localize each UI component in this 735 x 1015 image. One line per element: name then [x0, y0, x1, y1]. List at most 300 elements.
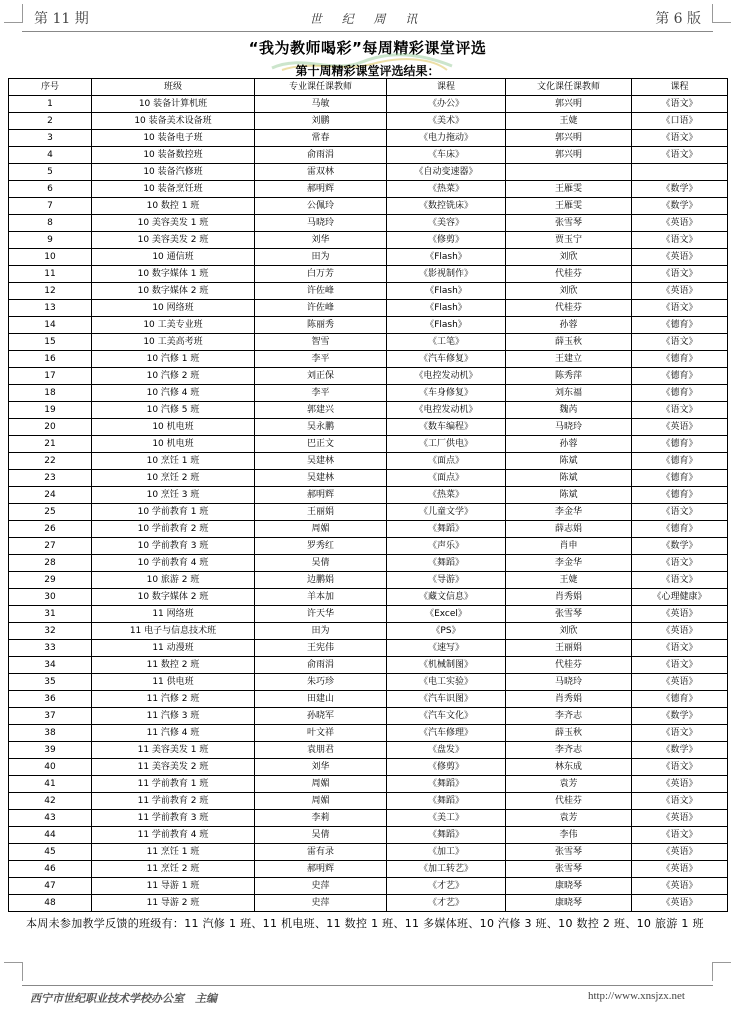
table-cell: 郝明辉 [255, 861, 387, 878]
table-row [9, 538, 728, 555]
table-cell: 吴建林 [255, 470, 387, 487]
table-cell: 48 [9, 895, 92, 912]
table-cell: 《语文》 [632, 827, 728, 844]
crop-mark-bottom-left [4, 962, 23, 981]
table-cell: 许佐峰 [255, 283, 387, 300]
table-cell: 10 烹饪 3 班 [92, 487, 255, 504]
table-cell: 10 [9, 249, 92, 266]
table-cell: 郭兴明 [506, 147, 632, 164]
table-row [9, 300, 728, 317]
table-cell: 刘欣 [506, 249, 632, 266]
table-cell: 袁芳 [506, 810, 632, 827]
table-cell: 41 [9, 776, 92, 793]
table-cell: 11 供电班 [92, 674, 255, 691]
table-cell: 11 烹饪 1 班 [92, 844, 255, 861]
table-cell: 《导游》 [387, 572, 506, 589]
table-cell: 11 数控 2 班 [92, 657, 255, 674]
table-cell: 7 [9, 198, 92, 215]
table-cell: 《心理健康》 [632, 589, 728, 606]
table-cell: 《英语》 [632, 674, 728, 691]
table-row [9, 776, 728, 793]
table-cell: 王婕 [506, 572, 632, 589]
table-cell: 康晓琴 [506, 895, 632, 912]
table-cell: 《语文》 [632, 334, 728, 351]
table-cell: 42 [9, 793, 92, 810]
table-cell: 26 [9, 521, 92, 538]
table-cell: 周媚 [255, 776, 387, 793]
table-cell: 11 导游 2 班 [92, 895, 255, 912]
table-cell [632, 164, 728, 181]
table-cell: 《机械制图》 [387, 657, 506, 674]
table-cell: 《美工》 [387, 810, 506, 827]
table-cell: 田建山 [255, 691, 387, 708]
table-cell: 巴正文 [255, 436, 387, 453]
table-cell: 《Flash》 [387, 249, 506, 266]
table-cell: 马晓玲 [506, 674, 632, 691]
table-row [9, 691, 728, 708]
table-cell: 《车身修复》 [387, 385, 506, 402]
table-row [9, 640, 728, 657]
table-cell: 《热菜》 [387, 487, 506, 504]
table-cell: 魏芮 [506, 402, 632, 419]
table-cell: 马晓玲 [506, 419, 632, 436]
table-cell: 11 汽修 2 班 [92, 691, 255, 708]
table-cell: 20 [9, 419, 92, 436]
table-cell: 刘华 [255, 759, 387, 776]
table-cell: 《汽车修复》 [387, 351, 506, 368]
table-cell: 代桂芬 [506, 657, 632, 674]
table-cell: 《电工实验》 [387, 674, 506, 691]
table-cell: 罗秀红 [255, 538, 387, 555]
table-cell: 《Flash》 [387, 317, 506, 334]
table-row [9, 232, 728, 249]
table-cell: 10 装备美术设备班 [92, 113, 255, 130]
table-cell: 肖秀娟 [506, 691, 632, 708]
table-cell: 孙蓉 [506, 317, 632, 334]
table-cell: 38 [9, 725, 92, 742]
table-row [9, 215, 728, 232]
table-cell: 《舞蹈》 [387, 827, 506, 844]
table-cell: 17 [9, 368, 92, 385]
table-cell: 10 装备计算机班 [92, 96, 255, 113]
table-cell: 22 [9, 453, 92, 470]
table-cell: 《加工转艺》 [387, 861, 506, 878]
table-row [9, 317, 728, 334]
table-cell: 11 学前教育 3 班 [92, 810, 255, 827]
table-cell: 35 [9, 674, 92, 691]
table-cell: 10 数字媒体 2 班 [92, 589, 255, 606]
table-cell: 10 学前教育 2 班 [92, 521, 255, 538]
table-cell: 王建立 [506, 351, 632, 368]
table-cell: 叶文祥 [255, 725, 387, 742]
header-rule [22, 31, 713, 32]
column-header: 课程 [632, 79, 728, 96]
table-cell: 10 旅游 2 班 [92, 572, 255, 589]
table-cell: 10 工美专业班 [92, 317, 255, 334]
table-cell: 10 装备数控班 [92, 147, 255, 164]
table-cell: 13 [9, 300, 92, 317]
table-cell: 《语文》 [632, 572, 728, 589]
table-cell: 31 [9, 606, 92, 623]
table-cell: 《藏文信息》 [387, 589, 506, 606]
table-cell: 28 [9, 555, 92, 572]
table-cell: 《语文》 [632, 402, 728, 419]
table-row [9, 198, 728, 215]
table-cell: 周媚 [255, 793, 387, 810]
table-cell: 《电力拖动》 [387, 130, 506, 147]
table-cell: 吴建林 [255, 453, 387, 470]
table-cell: 11 [9, 266, 92, 283]
table-cell: 《才艺》 [387, 878, 506, 895]
table-cell: 《语文》 [632, 232, 728, 249]
table-row [9, 334, 728, 351]
table-row [9, 555, 728, 572]
table-cell: 《英语》 [632, 606, 728, 623]
table-cell: 《自动变速器》 [387, 164, 506, 181]
table-cell: 《语文》 [632, 147, 728, 164]
table-cell: 李伟 [506, 827, 632, 844]
table-cell: 田为 [255, 249, 387, 266]
table-cell: 27 [9, 538, 92, 555]
table-cell: 《面点》 [387, 470, 506, 487]
table-cell: 《德育》 [632, 453, 728, 470]
table-cell: 许天华 [255, 606, 387, 623]
table-cell: 肖申 [506, 538, 632, 555]
table-cell: 《美术》 [387, 113, 506, 130]
table-cell: 《舞蹈》 [387, 793, 506, 810]
table-cell: 《速写》 [387, 640, 506, 657]
table-cell: 《英语》 [632, 419, 728, 436]
table-row [9, 878, 728, 895]
table-cell: 《德育》 [632, 351, 728, 368]
table-cell: 李齐志 [506, 742, 632, 759]
table-cell [506, 164, 632, 181]
table-cell: 4 [9, 147, 92, 164]
table-row [9, 164, 728, 181]
table-row [9, 113, 728, 130]
table-cell: 《英语》 [632, 810, 728, 827]
table-cell: 贾玉宁 [506, 232, 632, 249]
table-cell: 33 [9, 640, 92, 657]
table-cell: 10 数字媒体 1 班 [92, 266, 255, 283]
table-cell: 《数控铣床》 [387, 198, 506, 215]
table-cell: 《语文》 [632, 640, 728, 657]
table-cell: 11 烹饪 2 班 [92, 861, 255, 878]
table-cell: 10 数字媒体 2 班 [92, 283, 255, 300]
table-cell: 37 [9, 708, 92, 725]
table-cell: 《工厂供电》 [387, 436, 506, 453]
table-cell: 《数学》 [632, 538, 728, 555]
issue-number: 第 11 期 [34, 11, 89, 27]
table-cell: 郭兴明 [506, 130, 632, 147]
table-cell: 10 汽修 1 班 [92, 351, 255, 368]
results-table [8, 78, 728, 912]
table-row [9, 504, 728, 521]
table-cell: 12 [9, 283, 92, 300]
table-cell: 《汽车识图》 [387, 691, 506, 708]
table-row [9, 147, 728, 164]
table-row [9, 759, 728, 776]
table-row [9, 181, 728, 198]
table-cell: 《德育》 [632, 521, 728, 538]
table-row [9, 589, 728, 606]
table-row [9, 130, 728, 147]
table-cell: 马晓玲 [255, 215, 387, 232]
table-cell: 王丽娟 [255, 504, 387, 521]
table-cell: 刘东福 [506, 385, 632, 402]
table-cell: 陈斌 [506, 487, 632, 504]
table-cell: 《语文》 [632, 96, 728, 113]
table-cell: 《加工》 [387, 844, 506, 861]
table-cell: 白万芳 [255, 266, 387, 283]
table-cell: 《PS》 [387, 623, 506, 640]
table-cell: 薛玉秋 [506, 334, 632, 351]
table-cell: 李平 [255, 385, 387, 402]
table-cell: 田为 [255, 623, 387, 640]
table-row [9, 572, 728, 589]
table-cell: 10 学前教育 3 班 [92, 538, 255, 555]
table-cell: 11 导游 1 班 [92, 878, 255, 895]
table-cell: 10 汽修 5 班 [92, 402, 255, 419]
table-cell: 15 [9, 334, 92, 351]
table-cell: 刘鹏 [255, 113, 387, 130]
table-cell: 朱巧珍 [255, 674, 387, 691]
table-row [9, 725, 728, 742]
table-cell: 《修剪》 [387, 232, 506, 249]
table-cell: 《英语》 [632, 215, 728, 232]
table-row [9, 674, 728, 691]
table-cell: 30 [9, 589, 92, 606]
table-cell: 10 美容美发 1 班 [92, 215, 255, 232]
table-cell: 《德育》 [632, 317, 728, 334]
table-cell: 《数学》 [632, 742, 728, 759]
table-cell: 10 机电班 [92, 436, 255, 453]
table-cell: 《汽车文化》 [387, 708, 506, 725]
table-cell: 《语文》 [632, 555, 728, 572]
page-header [0, 0, 735, 36]
table-cell: 《车床》 [387, 147, 506, 164]
table-cell: 10 美容美发 2 班 [92, 232, 255, 249]
table-row [9, 810, 728, 827]
table-cell: 11 网络班 [92, 606, 255, 623]
table-cell: 24 [9, 487, 92, 504]
table-cell: 《舞蹈》 [387, 776, 506, 793]
table-cell: 史萍 [255, 895, 387, 912]
table-cell: 《数学》 [632, 708, 728, 725]
table-cell: 10 工美高考班 [92, 334, 255, 351]
table-cell: 肖秀娟 [506, 589, 632, 606]
table-cell: 孙晓军 [255, 708, 387, 725]
table-cell: 29 [9, 572, 92, 589]
table-cell: 《英语》 [632, 283, 728, 300]
table-cell: 11 美容美发 1 班 [92, 742, 255, 759]
table-cell: 10 装备电子班 [92, 130, 255, 147]
table-cell: 陈丽秀 [255, 317, 387, 334]
table-row [9, 708, 728, 725]
table-cell: 《英语》 [632, 878, 728, 895]
table-row [9, 657, 728, 674]
table-cell: 《语文》 [632, 793, 728, 810]
column-header: 序号 [9, 79, 92, 96]
table-cell: 马敏 [255, 96, 387, 113]
table-cell: 羊本加 [255, 589, 387, 606]
table-cell: 张雪琴 [506, 215, 632, 232]
table-cell: 47 [9, 878, 92, 895]
table-cell: 6 [9, 181, 92, 198]
table-cell: 11 学前教育 4 班 [92, 827, 255, 844]
table-cell: 46 [9, 861, 92, 878]
table-row [9, 351, 728, 368]
table-cell: 王丽娟 [506, 640, 632, 657]
column-header: 文化课任课教师 [506, 79, 632, 96]
table-cell: 19 [9, 402, 92, 419]
table-row [9, 861, 728, 878]
table-row [9, 249, 728, 266]
table-row [9, 793, 728, 810]
table-row [9, 419, 728, 436]
table-cell: 许佐峰 [255, 300, 387, 317]
table-cell: 智雪 [255, 334, 387, 351]
table-row [9, 453, 728, 470]
table-cell: 《德育》 [632, 368, 728, 385]
table-cell: 2 [9, 113, 92, 130]
table-cell: 《德育》 [632, 487, 728, 504]
table-cell: 李齐志 [506, 708, 632, 725]
newspaper-name: 世 纪 周 讯 [309, 12, 426, 26]
table-cell: 史萍 [255, 878, 387, 895]
table-cell: 《语文》 [632, 130, 728, 147]
website-url: http://www.xnsjzx.net [587, 990, 685, 1002]
table-cell: 11 美容美发 2 班 [92, 759, 255, 776]
table-cell: 刘欣 [506, 283, 632, 300]
table-cell: 34 [9, 657, 92, 674]
table-cell: 雷有录 [255, 844, 387, 861]
table-cell: 10 学前教育 1 班 [92, 504, 255, 521]
table-cell: 《数车编程》 [387, 419, 506, 436]
page-title: “我为教师喝彩”每周精彩课堂评选 [248, 39, 487, 57]
table-row [9, 385, 728, 402]
table-cell: 《汽车修理》 [387, 725, 506, 742]
table-row [9, 844, 728, 861]
table-cell: 36 [9, 691, 92, 708]
table-cell: 10 数控 1 班 [92, 198, 255, 215]
table-cell: 《才艺》 [387, 895, 506, 912]
table-row [9, 895, 728, 912]
table-row [9, 436, 728, 453]
table-cell: 《语文》 [632, 725, 728, 742]
table-cell: 10 装备汽修班 [92, 164, 255, 181]
table-cell: 《数学》 [632, 181, 728, 198]
table-cell: 《语文》 [632, 300, 728, 317]
table-cell: 《舞蹈》 [387, 555, 506, 572]
table-cell: 王婕 [506, 113, 632, 130]
table-cell: 袁芳 [506, 776, 632, 793]
table-cell: 《语文》 [632, 759, 728, 776]
table-cell: 孙蓉 [506, 436, 632, 453]
table-cell: 常春 [255, 130, 387, 147]
table-cell: 吴倩 [255, 827, 387, 844]
table-cell: 王雁雯 [506, 181, 632, 198]
table-cell: 《德育》 [632, 691, 728, 708]
column-header: 课程 [387, 79, 506, 96]
table-row [9, 521, 728, 538]
table-cell: 《德育》 [632, 470, 728, 487]
table-cell: 10 汽修 2 班 [92, 368, 255, 385]
table-cell: 16 [9, 351, 92, 368]
table-cell: 《Excel》 [387, 606, 506, 623]
table-cell: 吴倩 [255, 555, 387, 572]
table-cell: 雷双林 [255, 164, 387, 181]
table-cell: 《德育》 [632, 385, 728, 402]
table-cell: 陈秀萍 [506, 368, 632, 385]
table-cell: 11 学前教育 1 班 [92, 776, 255, 793]
table-cell: 《德育》 [632, 436, 728, 453]
table-cell: 《热菜》 [387, 181, 506, 198]
table-cell: 薛志娟 [506, 521, 632, 538]
table-cell: 边鹏娟 [255, 572, 387, 589]
table-cell: 18 [9, 385, 92, 402]
column-header: 班级 [92, 79, 255, 96]
table-cell: 郝明辉 [255, 487, 387, 504]
table-cell: 10 机电班 [92, 419, 255, 436]
table-cell: 张雪琴 [506, 844, 632, 861]
table-cell: 《儿童文学》 [387, 504, 506, 521]
table-row [9, 266, 728, 283]
table-cell: 《电控发动机》 [387, 368, 506, 385]
table-cell: 张雪琴 [506, 606, 632, 623]
section-subtitle: 第十周精彩课堂评选结果： [295, 64, 440, 78]
table-cell: 李金华 [506, 504, 632, 521]
table-row [9, 487, 728, 504]
table-cell: 11 电子与信息技术班 [92, 623, 255, 640]
table-cell: 《英语》 [632, 623, 728, 640]
table-cell: 10 通信班 [92, 249, 255, 266]
absent-classes-note: 本周未参加教学反馈的班级有：11 汽修 1 班、11 机电班、11 数控 1 班、11 多媒体班、10 汽修 3 班、10 数控 2 班、10 旅游 1 班 [26, 917, 704, 930]
table-cell: 39 [9, 742, 92, 759]
table-cell: 《英语》 [632, 249, 728, 266]
table-cell: 王雁雯 [506, 198, 632, 215]
table-cell: 43 [9, 810, 92, 827]
table-row [9, 606, 728, 623]
table-cell: 王宪伟 [255, 640, 387, 657]
table-row [9, 283, 728, 300]
table-cell: 11 汽修 3 班 [92, 708, 255, 725]
table-row [9, 96, 728, 113]
table-cell: 李金华 [506, 555, 632, 572]
table-cell: 《语文》 [632, 504, 728, 521]
table-cell: 代桂芬 [506, 266, 632, 283]
table-cell: 《修剪》 [387, 759, 506, 776]
table-cell: 李莉 [255, 810, 387, 827]
table-cell: 《盘发》 [387, 742, 506, 759]
table-row [9, 402, 728, 419]
table-cell: 44 [9, 827, 92, 844]
table-cell: 俞雨涓 [255, 147, 387, 164]
table-cell: 9 [9, 232, 92, 249]
table-cell: 《语文》 [632, 266, 728, 283]
table-cell: 21 [9, 436, 92, 453]
table-cell: 《口语》 [632, 113, 728, 130]
table-cell: 《Flash》 [387, 283, 506, 300]
table-cell: 俞雨涓 [255, 657, 387, 674]
table-cell: 薛玉秋 [506, 725, 632, 742]
table-cell: 《英语》 [632, 776, 728, 793]
table-cell: 40 [9, 759, 92, 776]
table-cell: 11 汽修 4 班 [92, 725, 255, 742]
column-header: 专业课任课教师 [255, 79, 387, 96]
table-cell: 《Flash》 [387, 300, 506, 317]
table-cell: 10 学前教育 4 班 [92, 555, 255, 572]
